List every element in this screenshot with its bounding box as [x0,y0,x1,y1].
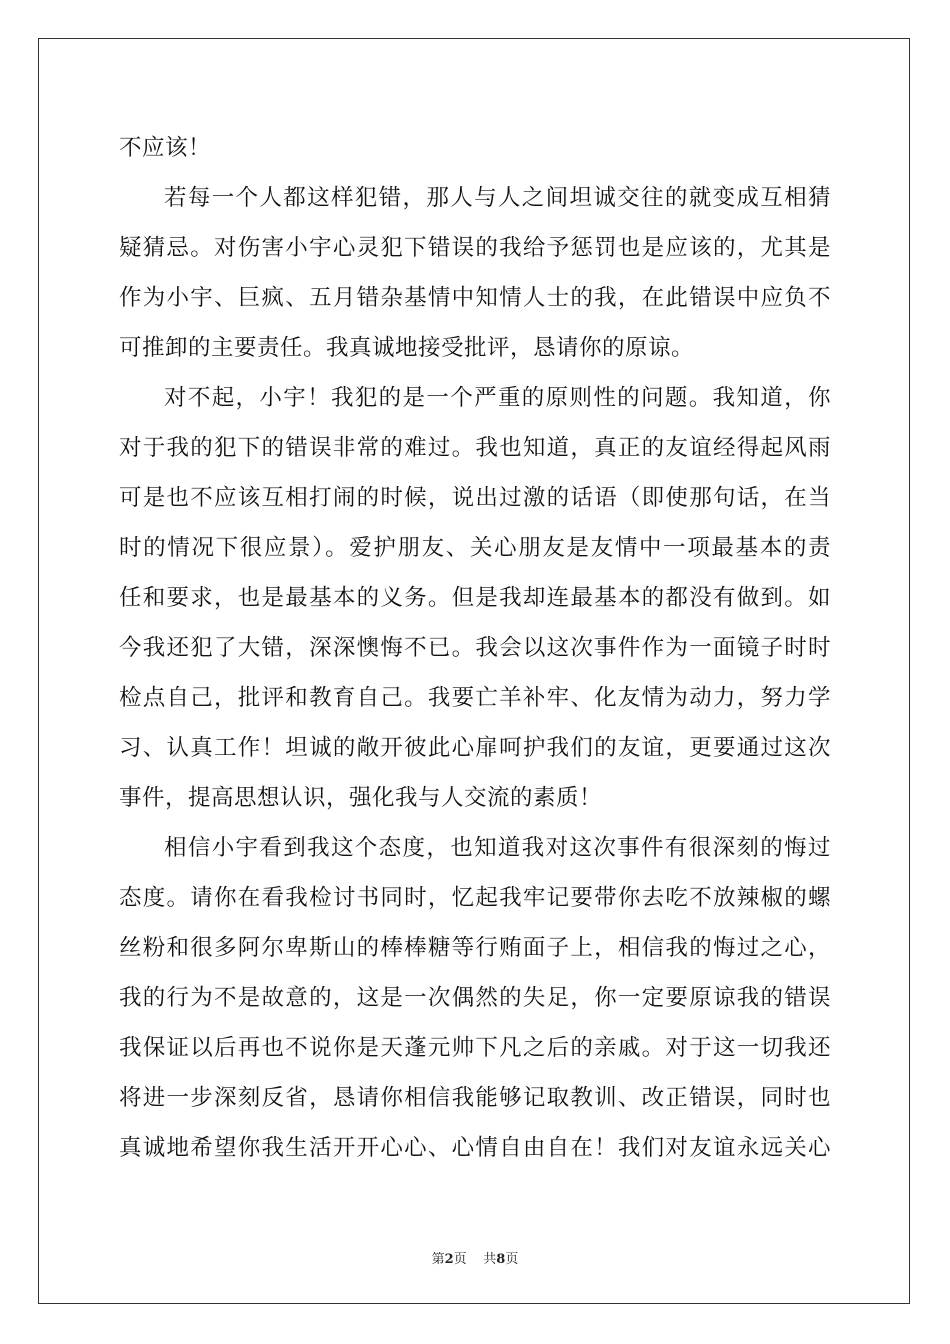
text-line: 我的行为不是故意的，这是一次偶然的失足，你一定要原谅我的错误 [119,985,831,1011]
text-line: 可是也不应该互相打闹的时候，说出过激的话语（即使那句话，在当 [119,485,831,511]
page-suffix: 页 [453,1252,467,1267]
text-line: 将进一步深刻反省，恳请你相信我能够记取教训、改正错误，同时也 [119,1085,831,1111]
text-line: 对于我的犯下的错误非常的难过。我也知道，真正的友谊经得起风雨 [119,435,831,461]
text-line: 检点自己，批评和教育自己。我要亡羊补牢、化友情为动力，努力学 [119,685,831,711]
text-line: 今我还犯了大错，深深懊悔不已。我会以这次事件作为一面镜子时时 [119,635,831,661]
current-page-number: 2 [444,1252,454,1267]
text-line: 若每一个人都这样犯错，那人与人之间坦诚交往的就变成互相猜 [164,185,831,211]
page-prefix: 第 [431,1252,445,1267]
text-line: 事件，提高思想认识，强化我与人交流的素质！ [119,785,603,811]
text-line: 不应该！ [119,135,212,161]
text-line: 丝粉和很多阿尔卑斯山的棒棒糖等行贿面子上，相信我的悔过之心， [119,935,831,961]
text-line: 任和要求，也是最基本的义务。但是我却连最基本的都没有做到。如 [119,585,831,611]
text-line: 习、认真工作！坦诚的敞开彼此心扉呵护我们的友谊，更要通过这次 [119,735,831,761]
text-line: 疑猜忌。对伤害小宇心灵犯下错误的我给予惩罚也是应该的，尤其是 [119,235,831,261]
total-prefix: 共 [483,1252,497,1267]
text-line: 对不起，小宇！我犯的是一个严重的原则性的问题。我知道，你 [164,385,831,411]
text-line: 真诚地希望你我生活开开心心、心情自由自在！我们对友谊永远关心 [119,1135,831,1161]
page-footer [0,1248,950,1267]
text-line: 时的情况下很应景）。爱护朋友、关心朋友是友情中一项最基本的责 [119,535,831,561]
text-line: 作为小宇、巨疯、五月错杂基情中知情人士的我，在此错误中应负不 [119,285,831,311]
text-line: 我保证以后再也不说你是天蓬元帅下凡之后的亲戚。对于这一切我还 [119,1035,831,1061]
total-suffix: 页 [505,1252,519,1267]
text-line: 态度。请你在看我检讨书同时，忆起我牢记要带你去吃不放辣椒的螺 [119,885,831,911]
text-line: 可推卸的主要责任。我真诚地接受批评，恳请你的原谅。 [119,335,695,361]
total-page-count: 8 [496,1252,506,1267]
text-line: 相信小宇看到我这个态度，也知道我对这次事件有很深刻的悔过 [164,835,831,861]
page-border [38,38,910,1304]
